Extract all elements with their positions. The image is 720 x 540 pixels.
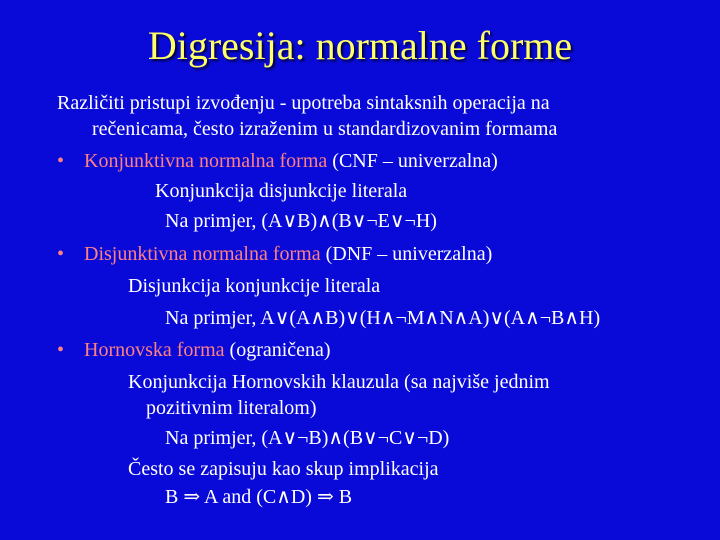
intro-line-1: Različiti pristupi izvođenju - upotreba sintaksnih operacija na bbox=[57, 92, 550, 114]
bullet-dnf: • bbox=[57, 243, 65, 265]
intro-line-2: rečenicama, često izraženim u standardizovanim formama bbox=[92, 118, 558, 140]
cnf-example: Na primjer, (A∨B)∧(B∨¬E∨¬H) bbox=[165, 210, 437, 232]
bullet-cnf: • bbox=[57, 150, 65, 172]
dnf-heading bbox=[84, 241, 492, 267]
horn-term: Hornovska forma bbox=[84, 339, 225, 361]
horn-note: Često se zapisuju kao skup implikacija bbox=[128, 458, 439, 480]
dnf-rest: (DNF – univerzalna) bbox=[320, 243, 493, 265]
cnf-heading bbox=[84, 148, 498, 174]
bullet-horn: • bbox=[57, 339, 65, 361]
horn-definition-line-2: pozitivnim literalom) bbox=[146, 397, 317, 419]
horn-definition-line-1: Konjunkcija Hornovskih klauzula (sa najviše jednim bbox=[128, 371, 550, 393]
horn-rest: (ograničena) bbox=[224, 339, 331, 361]
horn-heading bbox=[84, 337, 331, 363]
slide-title: Digresija: normalne forme bbox=[147, 23, 573, 68]
dnf-definition: Disjunkcija konjunkcije literala bbox=[128, 275, 381, 297]
horn-example: Na primjer, (A∨¬B)∧(B∨¬C∨¬D) bbox=[165, 427, 450, 449]
cnf-rest: (CNF – univerzalna) bbox=[327, 150, 498, 172]
cnf-definition: Konjunkcija disjunkcije literala bbox=[155, 180, 408, 202]
dnf-term: Disjunktivna normalna forma bbox=[84, 243, 321, 265]
cnf-term: Konjunktivna normalna forma bbox=[84, 150, 328, 172]
dnf-example: Na primjer, A∨(A∧B)∨(H∧¬M∧N∧A)∨(A∧¬B∧H) bbox=[165, 307, 601, 329]
horn-implication: B ⇒ A and (C∧D) ⇒ B bbox=[165, 486, 353, 508]
